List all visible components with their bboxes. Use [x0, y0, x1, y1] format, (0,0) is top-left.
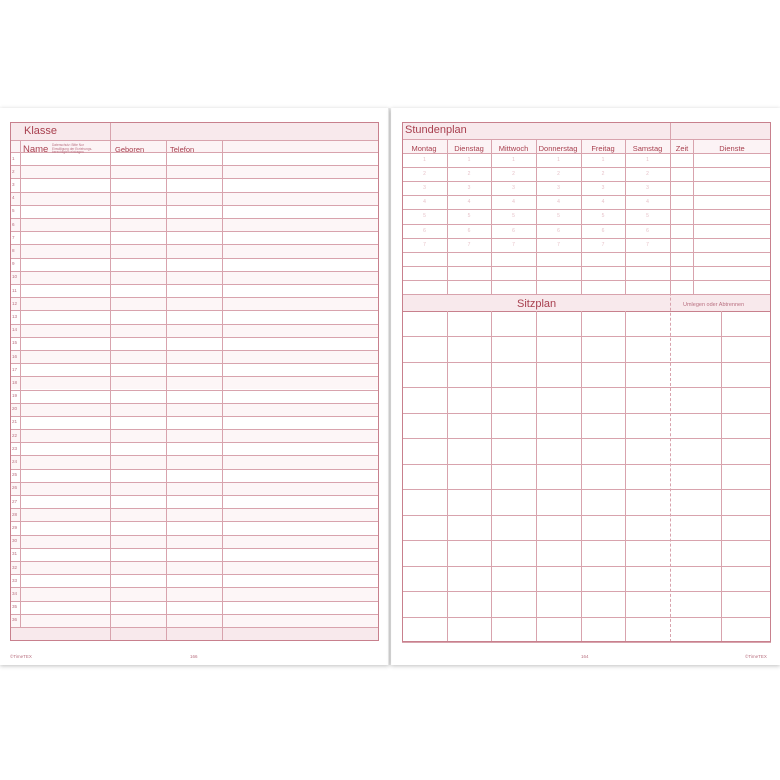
- lesson-number: 5: [557, 213, 560, 220]
- row-number: 19: [12, 393, 18, 399]
- row-number: 22: [12, 432, 18, 438]
- row-number: 2: [12, 168, 15, 174]
- row-number: 14: [12, 327, 18, 333]
- class-title: Klasse: [24, 125, 58, 137]
- lesson-number: 6: [423, 227, 426, 234]
- lesson-number: 4: [557, 199, 560, 206]
- lesson-number: 7: [601, 241, 605, 248]
- lesson-number: 2: [646, 171, 649, 178]
- timetable-page: [391, 108, 780, 665]
- lesson-number: 1: [646, 157, 649, 164]
- lesson-number: 1: [467, 157, 471, 164]
- row-number: 24: [12, 459, 18, 465]
- row-number: 18: [12, 379, 18, 385]
- lesson-number: 2: [423, 171, 426, 178]
- lesson-number: 6: [646, 227, 649, 234]
- row-number: 8: [12, 247, 15, 253]
- row-number: 10: [12, 274, 18, 280]
- zeit-header: Zeit: [675, 144, 689, 153]
- lesson-number: 4: [646, 199, 649, 206]
- row-number: 13: [12, 313, 18, 319]
- lesson-number: 5: [512, 213, 515, 220]
- lesson-number: 2: [601, 171, 605, 178]
- row-number: 9: [12, 261, 15, 267]
- seating-plan-note: Umlegen oder Abtrennen: [683, 302, 745, 308]
- row-number: 33: [12, 577, 18, 583]
- class-list-page: [0, 108, 389, 665]
- row-number: 16: [12, 353, 18, 359]
- lesson-number: 4: [467, 199, 471, 206]
- row-number: 4: [12, 195, 15, 201]
- row-number: 34: [12, 591, 18, 596]
- lesson-number: 7: [557, 241, 560, 248]
- table-frame: [10, 122, 379, 641]
- lesson-number: 7: [467, 241, 471, 248]
- row-number: 27: [12, 498, 18, 504]
- column-header-telefon: Telefon: [170, 145, 195, 154]
- page-number: 166: [190, 654, 198, 659]
- column-header-name: Name: [23, 144, 49, 155]
- row-number: 17: [12, 366, 18, 372]
- row-number: 28: [12, 511, 18, 517]
- lesson-number: 4: [423, 199, 426, 206]
- row-number: 5: [12, 208, 15, 214]
- dienste-header: Dienste: [719, 144, 745, 153]
- lesson-number: 3: [557, 185, 560, 192]
- lesson-number: 1: [423, 157, 426, 164]
- row-number: 6: [12, 221, 15, 227]
- lesson-number: 6: [557, 227, 560, 234]
- lesson-number: 3: [601, 185, 605, 192]
- lesson-number: 1: [512, 157, 515, 164]
- lesson-number: 7: [512, 241, 515, 248]
- row-number: 32: [12, 564, 18, 570]
- row-number: 21: [12, 419, 18, 425]
- lesson-number: 7: [646, 241, 649, 248]
- lesson-number: 2: [512, 171, 515, 178]
- row-number: 15: [12, 340, 18, 346]
- row-number: 36: [12, 617, 18, 623]
- lesson-number: 5: [467, 213, 471, 220]
- lesson-number: 2: [557, 171, 560, 178]
- row-number: 1: [12, 155, 15, 161]
- day-header: Samstag: [632, 144, 663, 153]
- name-note: [52, 144, 92, 155]
- table-frame: [402, 122, 771, 642]
- lesson-number: 5: [601, 213, 605, 220]
- row-number: 30: [12, 538, 18, 544]
- row-number: 12: [12, 300, 18, 306]
- footer-brand: ©TimeTEX: [10, 654, 32, 659]
- row-number: 7: [12, 234, 15, 240]
- seat-row-line: [402, 642, 771, 643]
- lesson-number: 1: [601, 157, 605, 164]
- row-number: 25: [12, 472, 18, 478]
- lesson-number: 2: [467, 171, 471, 178]
- row-number: 29: [12, 525, 18, 531]
- timetable-title: Stundenplan: [405, 124, 467, 136]
- name-note-line: Einwilligung der Erziehungs-: [52, 146, 93, 151]
- row-number: 26: [12, 485, 18, 491]
- row-number: 3: [12, 181, 15, 187]
- row-number: 11: [12, 287, 17, 293]
- day-header: Mittwoch: [498, 144, 529, 153]
- lesson-number: 7: [423, 241, 426, 248]
- seating-plan-title: Sitzplan: [517, 298, 557, 310]
- name-note-line: Datenschutz: Bitte Nur: [52, 143, 84, 147]
- lesson-number: 3: [646, 185, 649, 192]
- row-number: 23: [12, 445, 18, 451]
- lesson-number: 3: [467, 185, 471, 192]
- day-header: Freitag: [591, 144, 615, 153]
- column-header-geboren: Geboren: [115, 145, 145, 154]
- row-number: 31: [12, 551, 18, 557]
- spine-shadow: [388, 108, 392, 665]
- lesson-number: 3: [423, 185, 426, 192]
- lesson-number: 5: [423, 213, 426, 220]
- lesson-number: 5: [646, 213, 649, 220]
- lesson-number: 1: [557, 157, 560, 164]
- lesson-number: 6: [512, 227, 515, 234]
- lesson-number: 6: [467, 227, 471, 234]
- page-number: 164: [581, 654, 589, 659]
- lesson-number: 4: [601, 199, 605, 206]
- lesson-number: 4: [512, 199, 515, 206]
- footer-brand: ©TimeTEX: [745, 654, 767, 659]
- lesson-number: 6: [601, 227, 605, 234]
- name-note-line: berechtigten eintragen: [52, 150, 84, 155]
- day-header: Donnerstag: [538, 144, 578, 153]
- day-header: Dienstag: [454, 144, 484, 153]
- day-header: Montag: [411, 144, 437, 153]
- lesson-number: 3: [512, 185, 515, 192]
- row-number: 20: [12, 406, 18, 412]
- row-number: 35: [12, 604, 18, 610]
